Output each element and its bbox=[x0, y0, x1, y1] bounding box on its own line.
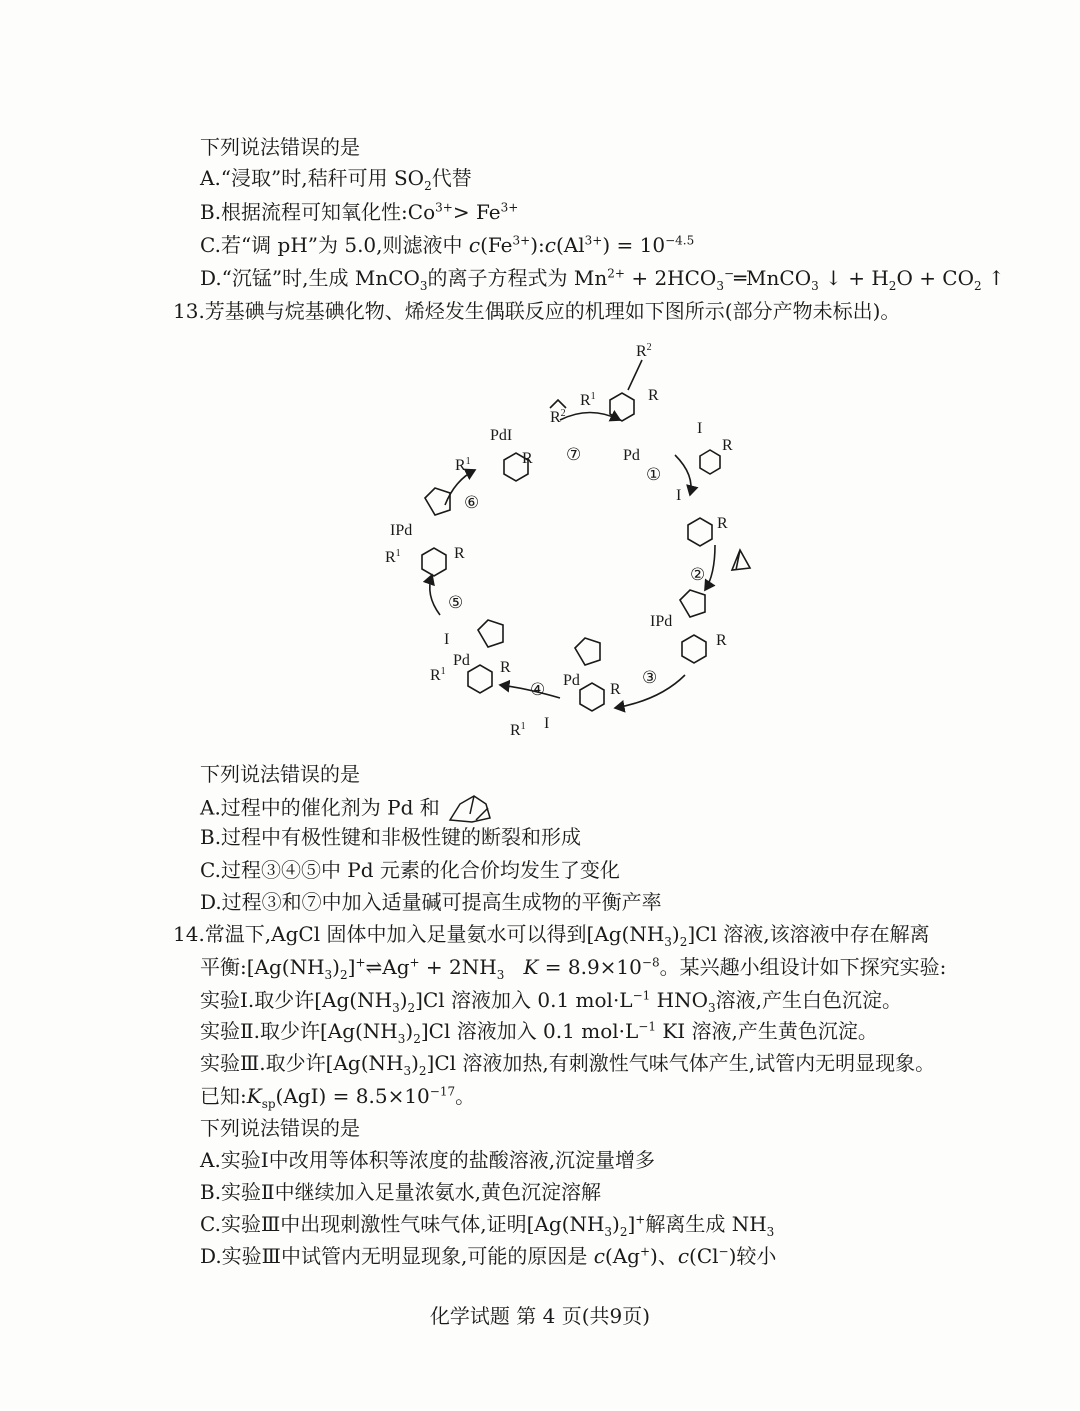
q14-stem-line1: 14.常温下,AgCl 固体中加入足量氨水可以得到$[Ag(NH_3)_2]Cl$ 溶液,该溶液中存在解离 bbox=[173, 922, 930, 949]
r2-label-product: $R^2$ bbox=[636, 342, 652, 360]
step-6-label: ⑥ bbox=[464, 493, 480, 512]
q14-ask: 下列说法错误的是 bbox=[200, 1116, 360, 1140]
ipd-label-right: IPd bbox=[650, 613, 673, 630]
step-3-label: ③ bbox=[642, 668, 658, 687]
q13-stem: 13.芳基碘与烷基碘化物、烯烃发生偶联反应的机理如下图所示(部分产物未标出)。 bbox=[173, 299, 901, 323]
q14-option-a: A.实验Ⅰ中改用等体积等浓度的盐酸溶液,沉淀量增多 bbox=[200, 1148, 656, 1172]
step-4-label: ④ bbox=[530, 680, 546, 699]
r2-label-alkene: $R^2$ bbox=[550, 408, 566, 426]
q14-option-c: C.实验Ⅲ中出现刺激性气味气体,证明$[Ag(NH_3)_2]^+$解离生成 $NH_3$ bbox=[200, 1212, 775, 1239]
q13-option-a: A.过程中的催化剂为 Pd 和 bbox=[200, 792, 492, 826]
ring-step3 bbox=[580, 683, 604, 711]
r-label-pdi: R bbox=[522, 450, 533, 467]
arrow-step-7 bbox=[560, 413, 620, 421]
r1-label-product: $R^1$ bbox=[580, 391, 596, 409]
r-label-step5: R bbox=[454, 545, 465, 562]
pd-catalyst-label: Pd bbox=[623, 447, 640, 464]
arrow-step-5 bbox=[430, 575, 440, 615]
r1-label-step4: $R^1$ bbox=[430, 666, 446, 684]
q14-experiment-1: 实验Ⅰ.取少许$[Ag(NH_3)_2]Cl$ 溶液加入 0.1 $mol\cdot L^{-1}$ $HNO_3$溶液,产生白色沉淀。 bbox=[200, 988, 902, 1015]
norbornane-step3 bbox=[575, 638, 600, 665]
pdi-label: PdI bbox=[490, 427, 513, 444]
q12-option-d: D.“沉锰”时,生成 MnCO$_3$的离子方程式为 $Mn^{2+}$ + $2HCO_3^-═MnCO_3$ ↓ + $H_2O + CO_2$ ↑ bbox=[200, 266, 1005, 293]
q14-stem-line2: 平衡$:[Ag(NH_3)_2]^+\rightleftharpoons Ag^+ + 2NH_3$ $K = 8.9\times 10^{-8}$。某兴趣小组设计如下探究实验: bbox=[200, 955, 947, 982]
r-label-aryl: R bbox=[722, 437, 733, 454]
ring-step5 bbox=[422, 548, 446, 576]
arrow-step-2 bbox=[705, 545, 715, 590]
q14-known: 已知$:K_{sp}(AgI) = 8.5\times 10^{-17}$。 bbox=[200, 1084, 476, 1111]
iodine-label-alkyl: I bbox=[544, 715, 550, 732]
page-footer: 化学试题 第 4 页(共9页) bbox=[429, 1304, 651, 1328]
ring-arylI bbox=[700, 450, 720, 474]
norbornane-step4 bbox=[478, 620, 503, 647]
ring-step2 bbox=[682, 635, 706, 663]
iodine-label-step4: I bbox=[444, 631, 450, 648]
step-7-label: ⑦ bbox=[566, 445, 582, 464]
r1-label-pdi: $R^1$ bbox=[455, 456, 471, 474]
q12-option-b: B.根据流程可知氧化性$:Co^{3+}> Fe^{3+}$ bbox=[200, 200, 519, 224]
ring-step1 bbox=[688, 518, 712, 546]
q14-experiment-2: 实验Ⅱ.取少许$[Ag(NH_3)_2]Cl$ 溶液加入 0.1 $mol\cdot L^{-1}$ KI 溶液,产生黄色沉淀。 bbox=[200, 1019, 878, 1046]
q12-stem: 下列说法错误的是 bbox=[200, 135, 360, 159]
iodine-label-aryl: I bbox=[697, 420, 703, 437]
iodine-pd-label: I bbox=[676, 487, 682, 504]
q13-option-c: C.过程③④⑤中 Pd 元素的化合价均发生了变化 bbox=[200, 858, 620, 882]
alkene-reagent bbox=[550, 400, 566, 408]
q14-experiment-3: 实验Ⅲ.取少许$[Ag(NH_3)_2]Cl$ 溶液加热,有刺激性气味气体产生,试管内无明显现象。 bbox=[200, 1051, 936, 1078]
q14-option-d: D.实验Ⅲ中试管内无明显现象,可能的原因是 c(Ag+)、c(Cl−)较小 bbox=[200, 1244, 777, 1268]
q14-option-b: B.实验Ⅱ中继续加入足量浓氨水,黄色沉淀溶解 bbox=[200, 1180, 602, 1204]
pd-label-step4: Pd bbox=[453, 652, 470, 669]
q12-option-c: C.若“调 pH”为 5.0,则滤液中 $c(Fe^{3+}):c(Al^{3+}) = 10^{-4.5}$ bbox=[200, 233, 695, 257]
ipd-label-left: IPd bbox=[390, 522, 413, 539]
r-label-product: R bbox=[648, 387, 659, 404]
catalytic-cycle-diagram bbox=[360, 330, 760, 750]
norbornene-icon bbox=[446, 792, 492, 826]
step-5-label: ⑤ bbox=[448, 593, 464, 612]
q12-option-a: A.“浸取”时,秸秆可用 $SO_2$代替 bbox=[200, 166, 472, 193]
ring-step4 bbox=[468, 665, 492, 693]
r-label-step3: R bbox=[610, 681, 621, 698]
norbornene-reagent bbox=[732, 550, 750, 570]
step-1-label: ① bbox=[646, 465, 662, 484]
r1-label-alkyl: $R^1$ bbox=[510, 721, 526, 739]
step-2-label: ② bbox=[690, 565, 706, 584]
r-label-step1: R bbox=[717, 515, 728, 532]
alkene-product bbox=[628, 360, 642, 390]
q13-ask: 下列说法错误的是 bbox=[200, 762, 360, 786]
r1-label-step5: $R^1$ bbox=[385, 548, 401, 566]
norbornane-step2 bbox=[680, 590, 705, 617]
q13-option-b: B.过程中有极性键和非极性键的断裂和形成 bbox=[200, 825, 582, 849]
pd-label-step3: Pd bbox=[563, 672, 580, 689]
q13-option-d: D.过程③和⑦中加入适量碱可提高生成物的平衡产率 bbox=[200, 890, 662, 914]
r-label-step2: R bbox=[716, 632, 727, 649]
r-label-step4: R bbox=[500, 659, 511, 676]
ring-product bbox=[610, 393, 634, 421]
